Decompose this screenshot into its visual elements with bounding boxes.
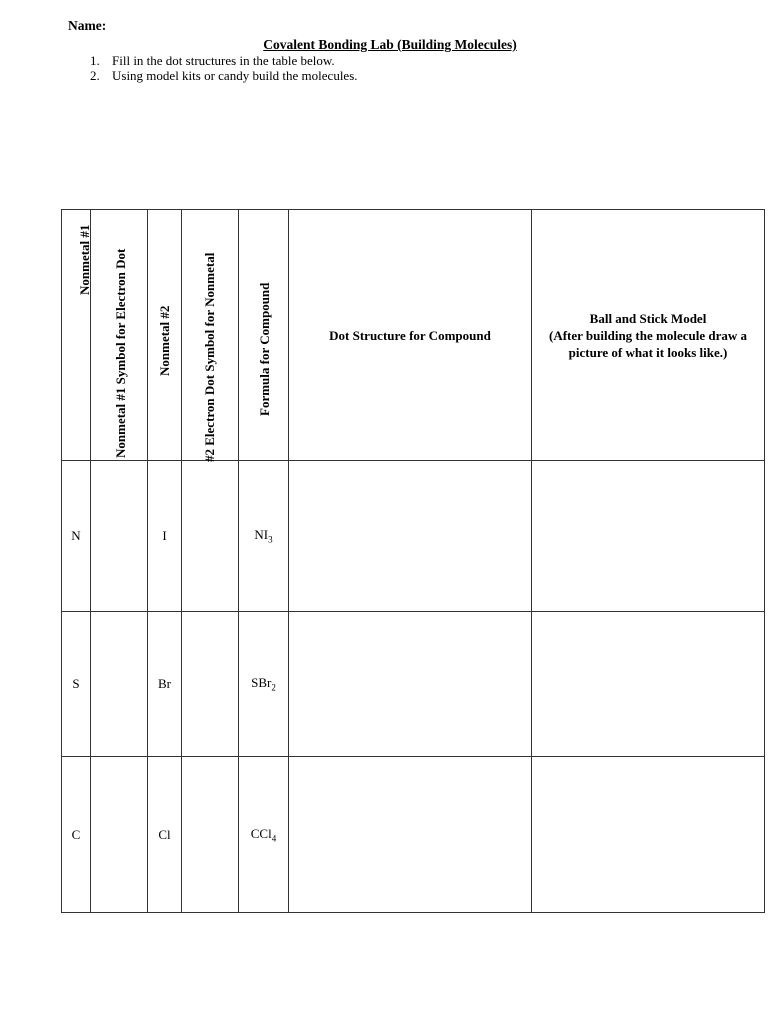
cell-nonmetal-2: Cl [148,757,182,913]
cell-formula [239,757,289,913]
cell-nonmetal-2: Br [148,612,182,757]
header-dot-structure-text: Dot Structure for Compound [329,327,491,343]
formula-subscript: 2 [271,682,276,693]
name-label: Name: [68,18,107,33]
cell-nonmetal-1: N [62,461,91,612]
cell-nonmetal-1-dot-symbol [91,461,148,612]
formula-subscript: 4 [271,833,277,844]
instructions-list [90,54,358,83]
cell-formula [239,612,289,757]
formula-base: NI [254,527,269,543]
cell-nonmetal-1: S [62,612,91,757]
header-formula-text: Formula for Compound [257,282,272,416]
instruction-text: Fill in the dot structures in the table below. [112,53,335,68]
cell-dot-structure [289,757,532,913]
cell-nonmetal-1-dot-symbol [91,612,148,757]
instruction-item [90,54,358,69]
cell-nonmetal-2-dot-symbol [182,461,239,612]
cell-formula [239,461,289,612]
instruction-number: 1. [90,53,100,68]
cell-nonmetal-1: C [62,757,91,913]
header-nonmetal-2-dot-text: #2 Electron Dot Symbol for Nonmetal [202,252,217,462]
table-row [62,757,765,913]
header-nonmetal-2-text: Nonmetal #2 [157,305,172,376]
cell-nonmetal-2-dot-symbol [182,757,239,913]
header-formula [239,210,289,461]
formula-base: CCl [250,825,272,841]
cell-nonmetal-2-dot-symbol [182,612,239,757]
formula-base: SBr [251,675,272,691]
instruction-text: Using model kits or candy build the molecules. [112,67,358,83]
header-ball-stick-title: Ball and Stick Model [589,310,707,326]
instruction-number: 2. [90,67,100,83]
header-nonmetal-2 [148,210,182,461]
table-header-row [62,210,765,461]
lab-table [61,209,765,913]
cell-dot-structure [289,461,532,612]
header-ball-stick-note: (After building the molecule draw a picture of what it looks like.) [549,327,747,360]
cell-dot-structure [289,612,532,757]
cell-nonmetal-2: I [148,461,182,612]
cell-ball-stick-model [532,757,765,913]
header-ball-stick-model [532,210,765,461]
header-nonmetal-1-dot-text: Nonmetal #1 Symbol for Electron Dot [113,248,128,458]
header-dot-structure [289,210,532,461]
table-row [62,461,765,612]
cell-ball-stick-model [532,461,765,612]
cell-nonmetal-1-dot-symbol [91,757,148,913]
header-nonmetal-1-text: Nonmetal #1 [77,224,92,295]
header-nonmetal-2-dot-symbol [182,210,239,461]
header-nonmetal-1-dot-symbol [91,210,148,461]
header-nonmetal-1 [62,210,91,461]
instruction-item [90,69,358,84]
document-title: Covalent Bonding Lab (Building Molecules) [263,37,517,52]
formula-subscript: 3 [268,534,273,545]
cell-ball-stick-model [532,612,765,757]
table-row [62,612,765,757]
